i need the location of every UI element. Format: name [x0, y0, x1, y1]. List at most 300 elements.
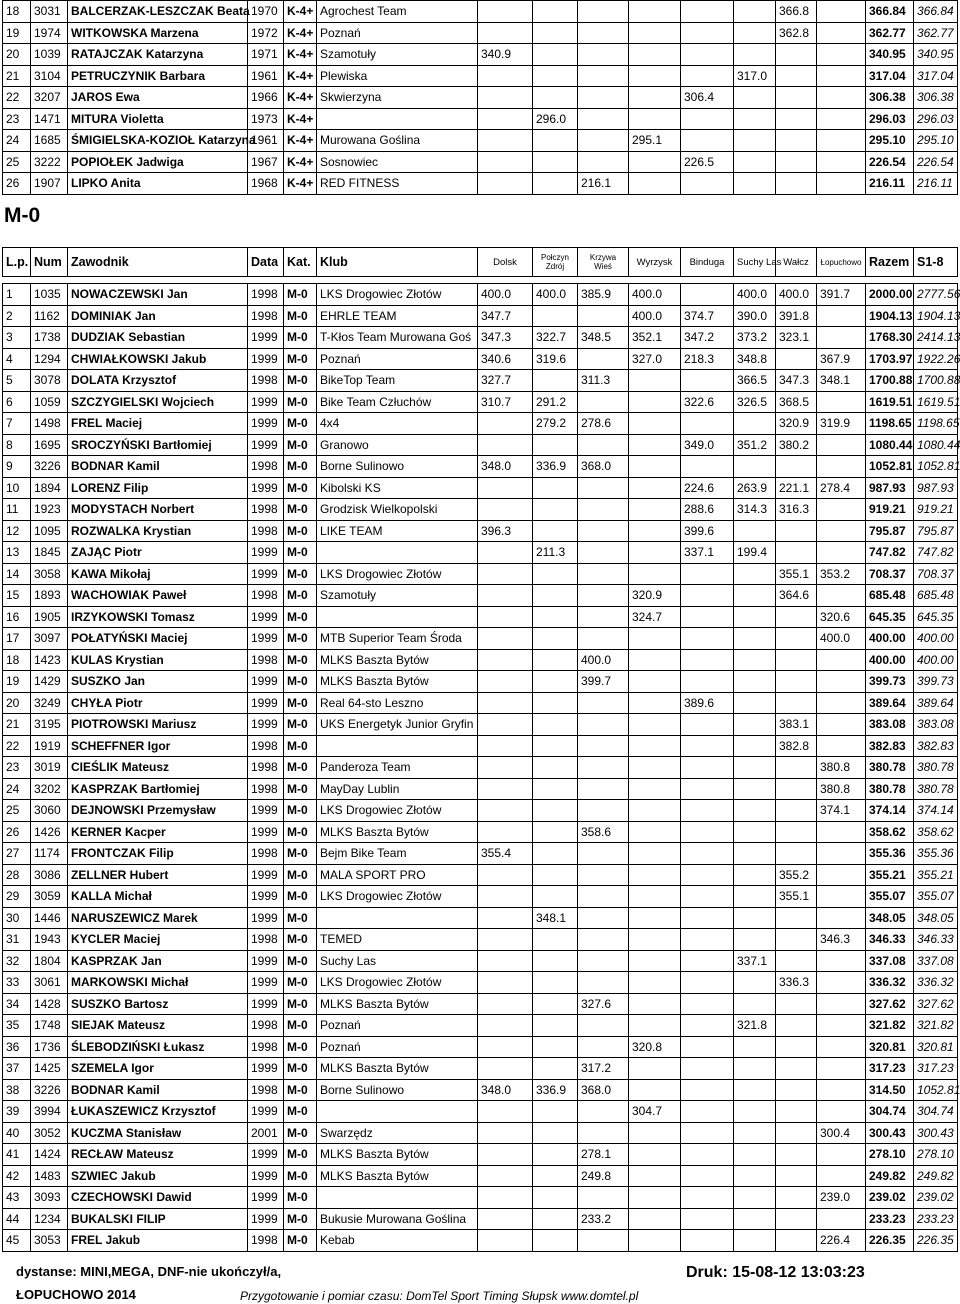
cell-category: M-0	[284, 520, 317, 542]
cell-year: 1999	[248, 800, 284, 822]
cell-s18: 383.08	[914, 714, 958, 736]
cell-race-6	[734, 821, 776, 843]
cell-race-7	[776, 1058, 817, 1080]
cell-race-6	[734, 907, 776, 929]
cell-race-2	[533, 22, 578, 44]
cell-name: FREL Jakub	[68, 1230, 248, 1252]
cell-race-4	[629, 929, 681, 951]
cell-total: 389.64	[866, 692, 914, 714]
cell-race-4	[629, 972, 681, 994]
cell-name: NOWACZEWSKI Jan	[68, 284, 248, 306]
cell-club	[317, 606, 478, 628]
cell-num: 3052	[31, 1122, 68, 1144]
cell-race-6: 366.5	[734, 370, 776, 392]
cell-year: 1961	[248, 130, 284, 152]
cell-year: 1998	[248, 370, 284, 392]
cell-race-4	[629, 757, 681, 779]
cell-race-1	[478, 434, 533, 456]
cell-race-2: 400.0	[533, 284, 578, 306]
section-title: M-0	[4, 204, 41, 227]
cell-race-7	[776, 1079, 817, 1101]
cell-num: 3058	[31, 563, 68, 585]
footer-distances-note: dystanse: MINI,MEGA, DNF-nie ukończył/a,	[16, 1264, 282, 1279]
table-row	[3, 843, 958, 865]
cell-race-1	[478, 929, 533, 951]
cell-race-1	[478, 714, 533, 736]
cell-race-2	[533, 778, 578, 800]
cell-race-6: 351.2	[734, 434, 776, 456]
cell-s18: 919.21	[914, 499, 958, 521]
cell-race-6	[734, 130, 776, 152]
cell-category: M-0	[284, 1144, 317, 1166]
header-race-lopuchowo: Łopuchowo	[817, 248, 866, 277]
cell-race-2	[533, 950, 578, 972]
cell-race-7	[776, 44, 817, 66]
cell-race-7	[776, 108, 817, 130]
cell-race-7	[776, 151, 817, 173]
cell-total: 327.62	[866, 993, 914, 1015]
cell-race-2	[533, 1036, 578, 1058]
cell-num: 1498	[31, 413, 68, 435]
cell-race-1	[478, 972, 533, 994]
cell-race-1	[478, 649, 533, 671]
cell-club	[317, 1187, 478, 1209]
cell-race-8	[817, 843, 866, 865]
cell-race-3	[578, 778, 629, 800]
cell-race-7: 316.3	[776, 499, 817, 521]
header-klub: Klub	[317, 248, 478, 277]
cell-race-7: 383.1	[776, 714, 817, 736]
cell-lp: 5	[3, 370, 31, 392]
cell-race-5	[681, 1208, 734, 1230]
cell-race-6	[734, 692, 776, 714]
cell-race-7	[776, 757, 817, 779]
cell-race-1: 347.7	[478, 305, 533, 327]
cell-total: 278.10	[866, 1144, 914, 1166]
cell-category: M-0	[284, 391, 317, 413]
cell-race-7: 400.0	[776, 284, 817, 306]
cell-s18: 389.64	[914, 692, 958, 714]
cell-category: K-4+	[284, 87, 317, 109]
cell-race-4	[629, 434, 681, 456]
cell-race-4	[629, 993, 681, 1015]
cell-race-7	[776, 649, 817, 671]
cell-num: 1943	[31, 929, 68, 951]
cell-year: 1999	[248, 542, 284, 564]
cell-race-8	[817, 993, 866, 1015]
cell-s18: 685.48	[914, 585, 958, 607]
cell-club: MLKS Baszta Bytów	[317, 671, 478, 693]
cell-total: 362.77	[866, 22, 914, 44]
cell-year: 1998	[248, 929, 284, 951]
cell-category: M-0	[284, 585, 317, 607]
cell-race-5	[681, 1122, 734, 1144]
cell-race-1	[478, 1, 533, 23]
cell-total: 382.83	[866, 735, 914, 757]
cell-name: DEJNOWSKI Przemysław	[68, 800, 248, 822]
cell-category: M-0	[284, 993, 317, 1015]
cell-race-5: 306.4	[681, 87, 734, 109]
cell-race-5	[681, 864, 734, 886]
cell-club: Murowana Goślina	[317, 130, 478, 152]
cell-race-7: 355.1	[776, 563, 817, 585]
cell-category: M-0	[284, 327, 317, 349]
table-row	[3, 499, 958, 521]
cell-race-4	[629, 1015, 681, 1037]
cell-year: 1999	[248, 1187, 284, 1209]
cell-race-7: 320.9	[776, 413, 817, 435]
cell-s18: 296.03	[914, 108, 958, 130]
cell-category: M-0	[284, 1036, 317, 1058]
cell-race-3: 348.5	[578, 327, 629, 349]
cell-race-3	[578, 692, 629, 714]
cell-name: RECŁAW Mateusz	[68, 1144, 248, 1166]
cell-lp: 9	[3, 456, 31, 478]
cell-race-3	[578, 1036, 629, 1058]
cell-race-4	[629, 22, 681, 44]
cell-race-5	[681, 22, 734, 44]
cell-lp: 32	[3, 950, 31, 972]
cell-category: M-0	[284, 434, 317, 456]
cell-race-4	[629, 821, 681, 843]
cell-race-5: 218.3	[681, 348, 734, 370]
cell-race-2	[533, 130, 578, 152]
cell-name: POPIOŁEK Jadwiga	[68, 151, 248, 173]
table-row	[3, 800, 958, 822]
cell-total: 2000.00	[866, 284, 914, 306]
cell-race-5	[681, 1036, 734, 1058]
cell-race-4	[629, 1079, 681, 1101]
cell-category: M-0	[284, 563, 317, 585]
cell-race-8: 400.0	[817, 628, 866, 650]
cell-race-7	[776, 1036, 817, 1058]
cell-race-5: 399.6	[681, 520, 734, 542]
cell-race-4	[629, 1144, 681, 1166]
cell-year: 1998	[248, 735, 284, 757]
cell-race-3	[578, 1, 629, 23]
cell-total: 1619.51	[866, 391, 914, 413]
table-row	[3, 542, 958, 564]
cell-race-1	[478, 1165, 533, 1187]
cell-lp: 25	[3, 151, 31, 173]
header-race-krzywa-wies: Krzywa Wieś	[578, 248, 629, 277]
cell-race-7: 323.1	[776, 327, 817, 349]
cell-race-3: 368.0	[578, 456, 629, 478]
cell-total: 355.21	[866, 864, 914, 886]
cell-club	[317, 907, 478, 929]
cell-lp: 23	[3, 108, 31, 130]
cell-year: 1999	[248, 1101, 284, 1123]
cell-race-6	[734, 606, 776, 628]
cell-year: 1999	[248, 692, 284, 714]
cell-lp: 31	[3, 929, 31, 951]
cell-race-3	[578, 757, 629, 779]
cell-race-1	[478, 864, 533, 886]
cell-race-4	[629, 65, 681, 87]
cell-year: 1998	[248, 649, 284, 671]
cell-race-4: 295.1	[629, 130, 681, 152]
cell-category: M-0	[284, 800, 317, 822]
cell-total: 358.62	[866, 821, 914, 843]
cell-race-4	[629, 413, 681, 435]
cell-s18: 317.23	[914, 1058, 958, 1080]
cell-race-2	[533, 671, 578, 693]
cell-lp: 29	[3, 886, 31, 908]
cell-s18: 987.93	[914, 477, 958, 499]
cell-race-6: 326.5	[734, 391, 776, 413]
cell-race-5: 389.6	[681, 692, 734, 714]
cell-club: Poznań	[317, 22, 478, 44]
cell-race-5	[681, 130, 734, 152]
cell-race-1	[478, 778, 533, 800]
cell-total: 346.33	[866, 929, 914, 951]
header-race-dolsk: Dolsk	[478, 248, 533, 277]
cell-category: M-0	[284, 1122, 317, 1144]
cell-race-1	[478, 757, 533, 779]
cell-race-6	[734, 1036, 776, 1058]
cell-race-7	[776, 606, 817, 628]
table-row	[3, 1015, 958, 1037]
cell-race-2	[533, 434, 578, 456]
table-row	[3, 671, 958, 693]
cell-race-6	[734, 1, 776, 23]
cell-race-1	[478, 800, 533, 822]
cell-race-8	[817, 456, 866, 478]
cell-race-3: 317.2	[578, 1058, 629, 1080]
cell-lp: 11	[3, 499, 31, 521]
cell-race-8	[817, 130, 866, 152]
cell-race-3	[578, 972, 629, 994]
cell-race-2: 348.1	[533, 907, 578, 929]
cell-name: MARKOWSKI Michał	[68, 972, 248, 994]
cell-s18: 1922.26	[914, 348, 958, 370]
cell-category: M-0	[284, 907, 317, 929]
cell-club: Suchy Las	[317, 950, 478, 972]
cell-race-2	[533, 628, 578, 650]
cell-race-4	[629, 800, 681, 822]
cell-race-5	[681, 1015, 734, 1037]
cell-race-2	[533, 800, 578, 822]
cell-num: 1428	[31, 993, 68, 1015]
cell-race-1	[478, 735, 533, 757]
cell-race-8	[817, 520, 866, 542]
cell-category: M-0	[284, 864, 317, 886]
cell-race-8	[817, 735, 866, 757]
cell-race-4	[629, 843, 681, 865]
cell-total: 1904.13	[866, 305, 914, 327]
cell-year: 1999	[248, 1165, 284, 1187]
cell-race-4: 324.7	[629, 606, 681, 628]
cell-category: M-0	[284, 821, 317, 843]
cell-total: 747.82	[866, 542, 914, 564]
cell-race-8	[817, 1165, 866, 1187]
cell-s18: 399.73	[914, 671, 958, 693]
cell-race-2	[533, 44, 578, 66]
cell-race-6	[734, 563, 776, 585]
cell-s18: 747.82	[914, 542, 958, 564]
table-row	[3, 649, 958, 671]
cell-race-5	[681, 1058, 734, 1080]
cell-race-5	[681, 1, 734, 23]
cell-num: 3078	[31, 370, 68, 392]
cell-year: 1998	[248, 305, 284, 327]
cell-race-1: 327.7	[478, 370, 533, 392]
cell-race-1	[478, 585, 533, 607]
cell-lp: 39	[3, 1101, 31, 1123]
cell-s18: 1700.88	[914, 370, 958, 392]
cell-lp: 27	[3, 843, 31, 865]
cell-race-2	[533, 520, 578, 542]
cell-s18: 226.35	[914, 1230, 958, 1252]
header-race-walcz: Wałcz	[776, 248, 817, 277]
cell-category: M-0	[284, 692, 317, 714]
cell-race-3	[578, 606, 629, 628]
table-row	[3, 1058, 958, 1080]
cell-category: M-0	[284, 843, 317, 865]
cell-year: 1998	[248, 499, 284, 521]
cell-club: LKS Drogowiec Złotów	[317, 563, 478, 585]
cell-race-5	[681, 413, 734, 435]
cell-race-3	[578, 391, 629, 413]
cell-lp: 15	[3, 585, 31, 607]
cell-year: 1999	[248, 391, 284, 413]
cell-year: 1999	[248, 563, 284, 585]
cell-race-6	[734, 843, 776, 865]
cell-race-5	[681, 907, 734, 929]
cell-race-2	[533, 692, 578, 714]
cell-race-5: 349.0	[681, 434, 734, 456]
cell-race-3: 400.0	[578, 649, 629, 671]
cell-race-6	[734, 1079, 776, 1101]
cell-race-3	[578, 950, 629, 972]
cell-race-2	[533, 1101, 578, 1123]
cell-club: T-Kłos Team Murowana Goś	[317, 327, 478, 349]
cell-race-8	[817, 950, 866, 972]
cell-total: 355.07	[866, 886, 914, 908]
cell-race-6	[734, 1058, 776, 1080]
cell-race-4	[629, 778, 681, 800]
cell-race-2: 336.9	[533, 456, 578, 478]
cell-race-1	[478, 993, 533, 1015]
cell-race-5	[681, 950, 734, 972]
table-row	[3, 413, 958, 435]
cell-race-4	[629, 671, 681, 693]
cell-name: DOMINIAK Jan	[68, 305, 248, 327]
cell-num: 3060	[31, 800, 68, 822]
table-row	[3, 714, 958, 736]
cell-race-2	[533, 864, 578, 886]
cell-race-3: 358.6	[578, 821, 629, 843]
cell-race-2: 291.2	[533, 391, 578, 413]
cell-race-8	[817, 1015, 866, 1037]
cell-race-2: 336.9	[533, 1079, 578, 1101]
cell-race-5	[681, 108, 734, 130]
cell-club: Kebab	[317, 1230, 478, 1252]
cell-race-6	[734, 520, 776, 542]
cell-race-2	[533, 151, 578, 173]
cell-club: TEMED	[317, 929, 478, 951]
cell-lp: 19	[3, 22, 31, 44]
cell-race-7	[776, 542, 817, 564]
cell-race-6: 199.4	[734, 542, 776, 564]
cell-race-2	[533, 714, 578, 736]
table-row	[3, 477, 958, 499]
cell-total: 685.48	[866, 585, 914, 607]
cell-total: 1768.30	[866, 327, 914, 349]
cell-race-8	[817, 585, 866, 607]
cell-num: 1471	[31, 108, 68, 130]
cell-race-4: 320.8	[629, 1036, 681, 1058]
cell-race-6: 314.3	[734, 499, 776, 521]
cell-name: JAROS Ewa	[68, 87, 248, 109]
cell-num: 1035	[31, 284, 68, 306]
cell-race-8: 380.8	[817, 757, 866, 779]
cell-race-7	[776, 1165, 817, 1187]
cell-race-2	[533, 1122, 578, 1144]
cell-race-8	[817, 821, 866, 843]
cell-category: M-0	[284, 305, 317, 327]
cell-race-3	[578, 843, 629, 865]
table-row	[3, 757, 958, 779]
cell-category: K-4+	[284, 173, 317, 195]
cell-name: CHWIAŁKOWSKI Jakub	[68, 348, 248, 370]
cell-race-8: 278.4	[817, 477, 866, 499]
cell-total: 249.82	[866, 1165, 914, 1187]
cell-race-7	[776, 1144, 817, 1166]
cell-club: LKS Drogowiec Złotów	[317, 284, 478, 306]
cell-lp: 20	[3, 44, 31, 66]
cell-club: Plewiska	[317, 65, 478, 87]
cell-num: 3249	[31, 692, 68, 714]
cell-num: 1907	[31, 173, 68, 195]
cell-race-2	[533, 65, 578, 87]
cell-race-5	[681, 972, 734, 994]
cell-race-7	[776, 1230, 817, 1252]
cell-club: Agrochest Team	[317, 1, 478, 23]
cell-total: 320.81	[866, 1036, 914, 1058]
cell-lp: 21	[3, 714, 31, 736]
cell-num: 1695	[31, 434, 68, 456]
cell-race-6	[734, 864, 776, 886]
table-row	[3, 284, 958, 306]
cell-total: 380.78	[866, 757, 914, 779]
cell-category: M-0	[284, 671, 317, 693]
cell-total: 1198.65	[866, 413, 914, 435]
cell-year: 1999	[248, 714, 284, 736]
table-row	[3, 1208, 958, 1230]
cell-race-5	[681, 1165, 734, 1187]
cell-race-3: 216.1	[578, 173, 629, 195]
cell-club: Panderoza Team	[317, 757, 478, 779]
cell-lp: 28	[3, 864, 31, 886]
cell-category: M-0	[284, 735, 317, 757]
cell-num: 1039	[31, 44, 68, 66]
cell-year: 1999	[248, 821, 284, 843]
table-row	[3, 327, 958, 349]
cell-race-1	[478, 499, 533, 521]
cell-name: LORENZ Filip	[68, 477, 248, 499]
table-row	[3, 173, 958, 195]
footer-print-date: Druk: 15-08-12 13:03:23	[686, 1264, 865, 1281]
cell-year: 1999	[248, 413, 284, 435]
cell-race-5	[681, 1144, 734, 1166]
cell-race-5	[681, 800, 734, 822]
cell-race-1	[478, 1058, 533, 1080]
cell-name: NARUSZEWICZ Marek	[68, 907, 248, 929]
cell-race-1	[478, 108, 533, 130]
cell-year: 1999	[248, 327, 284, 349]
cell-race-6	[734, 585, 776, 607]
